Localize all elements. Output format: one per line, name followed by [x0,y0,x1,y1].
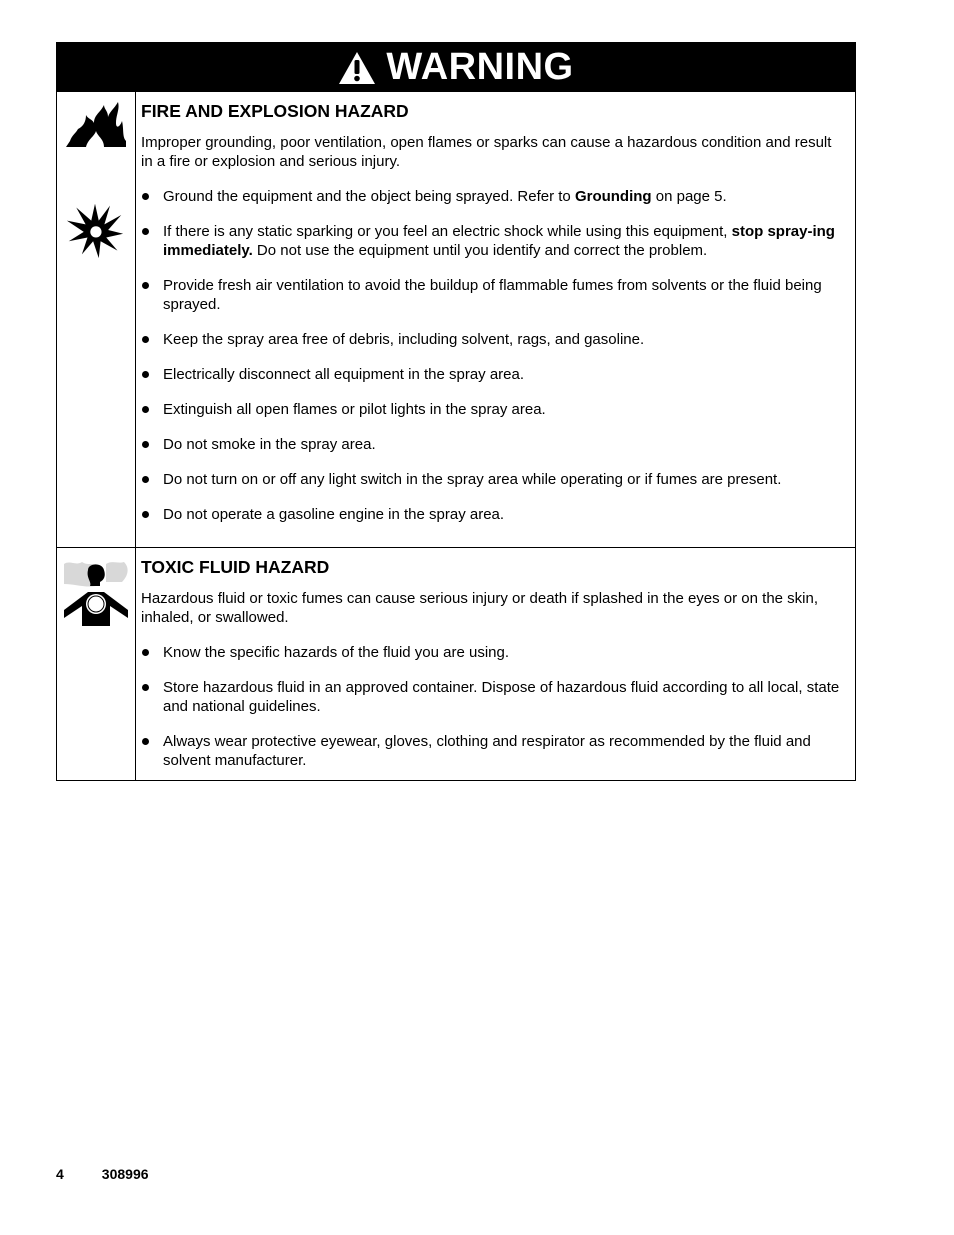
section-title: TOXIC FLUID HAZARD [141,557,330,577]
item-text: Store hazardous fluid in an approved container. Dispose of hazardous fluid according to all local, state and national guidelines. [163,679,840,715]
item-emphasis: Grounding [574,188,652,205]
list-item [141,678,847,716]
page-footer [56,1166,149,1182]
section-title: FIRE AND EXPLOSION HAZARD [141,101,409,121]
list-item [141,330,847,349]
warning-triangle-icon [338,51,376,85]
bullet-list [141,187,847,524]
item-text: Extinguish all open flames or pilot lights in the spray area. [163,401,546,418]
item-text: on page 5. [651,188,727,205]
list-item [141,400,847,419]
toxic-fluid-section [57,547,855,780]
list-item [141,222,847,260]
page-number: 4 [56,1166,64,1182]
list-item [141,643,847,662]
list-item [141,732,847,770]
fire-icon-column [57,92,136,547]
item-text: Keep the spray area free of debris, including solvent, rags, and gasoline. [163,331,645,348]
item-text: Always wear protective eyewear, gloves, clothing and respirator as recommended by the fluid and solvent manufacturer. [163,733,811,769]
fire-text-column [136,92,855,547]
item-text: Do not use the equipment until you identify and correct the problem. [252,242,708,259]
item-text: Ground the equipment and the object being sprayed. Refer to [163,188,575,205]
section-intro: Improper grounding, poor ventilation, open flames or sparks can cause a hazardous condition and result in a fire or explosion and serious injury. [141,134,832,170]
warning-header [57,43,855,92]
list-item [141,365,847,384]
document-number: 308996 [101,1166,149,1182]
item-text: Electrically disconnect all equipment in the spray area. [163,366,525,383]
warning-title: WARNING [386,46,574,88]
item-text: Do not smoke in the spray area. [163,436,376,453]
list-item [141,435,847,454]
list-item [141,470,847,489]
list-item [141,187,847,206]
toxic-fumes-icon [62,560,130,626]
list-item [141,276,847,314]
item-text: Know the specific hazards of the fluid you are using. [163,644,510,661]
item-emphasis: stop spray-ing immediately. [163,223,835,259]
item-text: Do not turn on or off any light switch in the spray area while operating or if fumes are present. [163,471,782,488]
item-text: Do not operate a gasoline engine in the spray area. [163,506,505,523]
toxic-icon-column [57,548,136,780]
warning-box [56,42,856,781]
explosion-hazard-icon [65,200,125,260]
item-text: If there is any static sparking or you feel an electric shock while using this equipment, [163,223,732,240]
toxic-text-column [136,548,855,780]
fire-explosion-section [57,92,855,547]
list-item [141,505,847,524]
fire-hazard-icon [64,101,128,149]
bullet-list [141,643,847,770]
item-text: Provide fresh air ventilation to avoid the buildup of flammable fumes from solvents or the fluid being sprayed. [163,277,822,313]
section-intro: Hazardous fluid or toxic fumes can cause serious injury or death if splashed in the eyes or on the skin, inhaled, or swallowed. [141,590,819,626]
